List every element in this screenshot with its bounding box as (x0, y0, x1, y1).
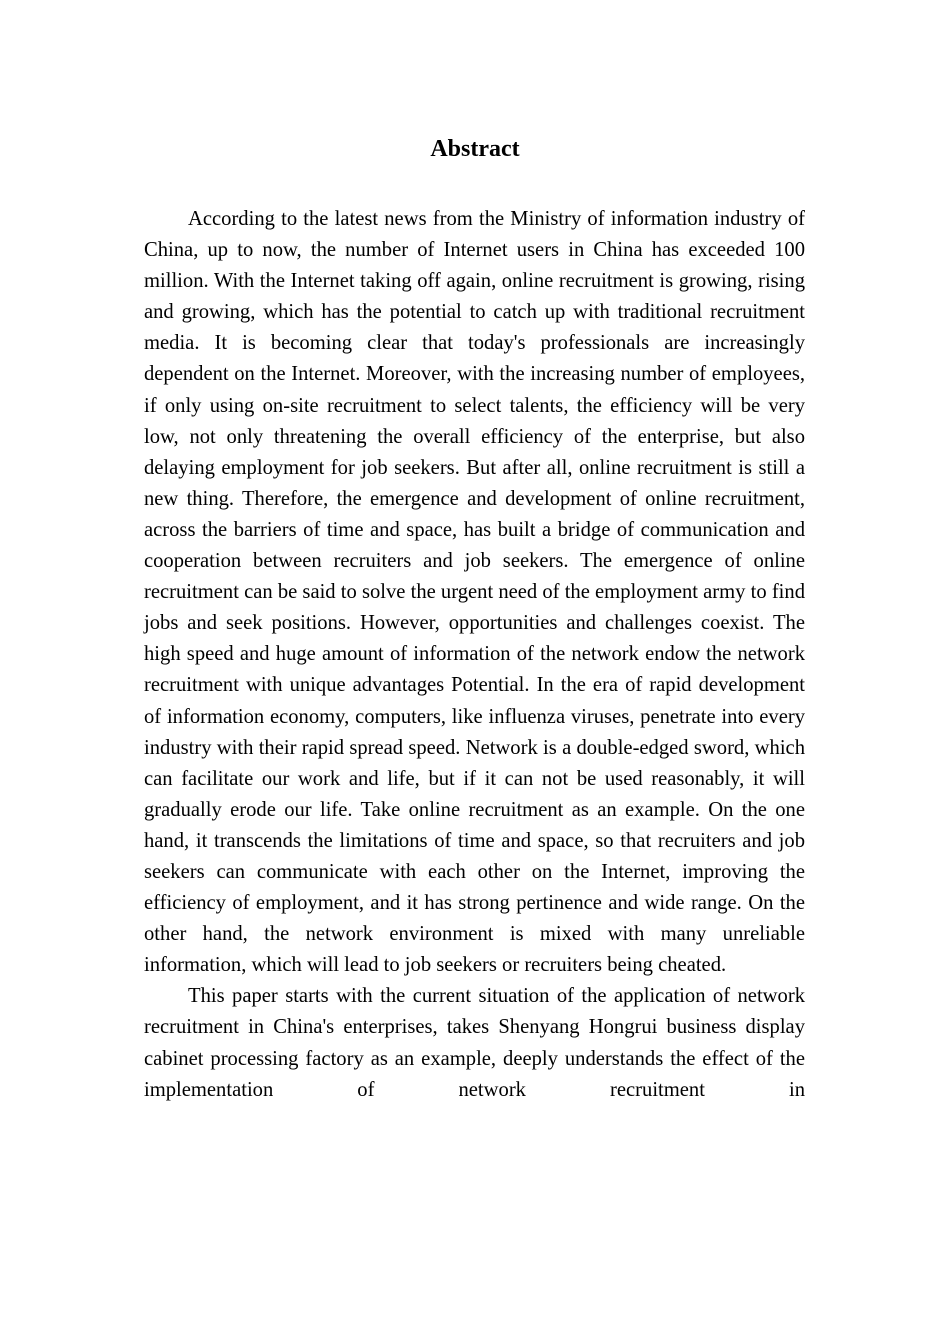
abstract-title: Abstract (430, 136, 520, 162)
abstract-paragraph-1: According to the latest news from the Ministry of information industry of China, up to now, the number of Internet users in China has exceeded 100 million. With the Internet taking off again, online recruitment is growing, rising and growing, which has the potential to catch up with traditional recruitment media. It is becoming clear that today's professionals are increasingly dependent on the Internet. Moreover, with the increasing number of employees, if only using on-site recruitment to select talents, the efficiency will be very low, not only threatening the overall efficiency of the enterprise, but also delaying employment for job seekers. But after all, online recruitment is still a new thing. Therefore, the emergence and development of online recruitment, across the barriers of time and space, has built a bridge of communication and cooperation between recruiters and job seekers. The emergence of online recruitment can be said to solve the urgent need of the employment army to find jobs and seek positions. However, opportunities and challenges coexist. The high speed and huge amount of information of the network endow the network recruitment with unique advantages Potential. In the era of rapid development of information economy, computers, like influenza viruses, penetrate into every industry with their rapid spread speed. Network is a double-edged sword, which can facilitate our work and life, but if it can not be used reasonably, it will gradually erode our life. Take online recruitment as an example. On the one hand, it transcends the limitations of time and space, so that recruiters and job seekers can communicate with each other on the Internet, improving the efficiency of employment, and it has strong pertinence and wide range. On the other hand, the network environment is mixed with many unreliable information, which will lead to job seekers or recruiters being cheated. (144, 208, 805, 977)
abstract-paragraph-2: This paper starts with the current situation of the application of network recruitment in China's enterprises, takes Shenyang Hongrui business display cabinet processing factory as an example, deeply understands the effect of the implementation of network recruitment in (144, 985, 805, 1101)
abstract-body (144, 204, 805, 1106)
